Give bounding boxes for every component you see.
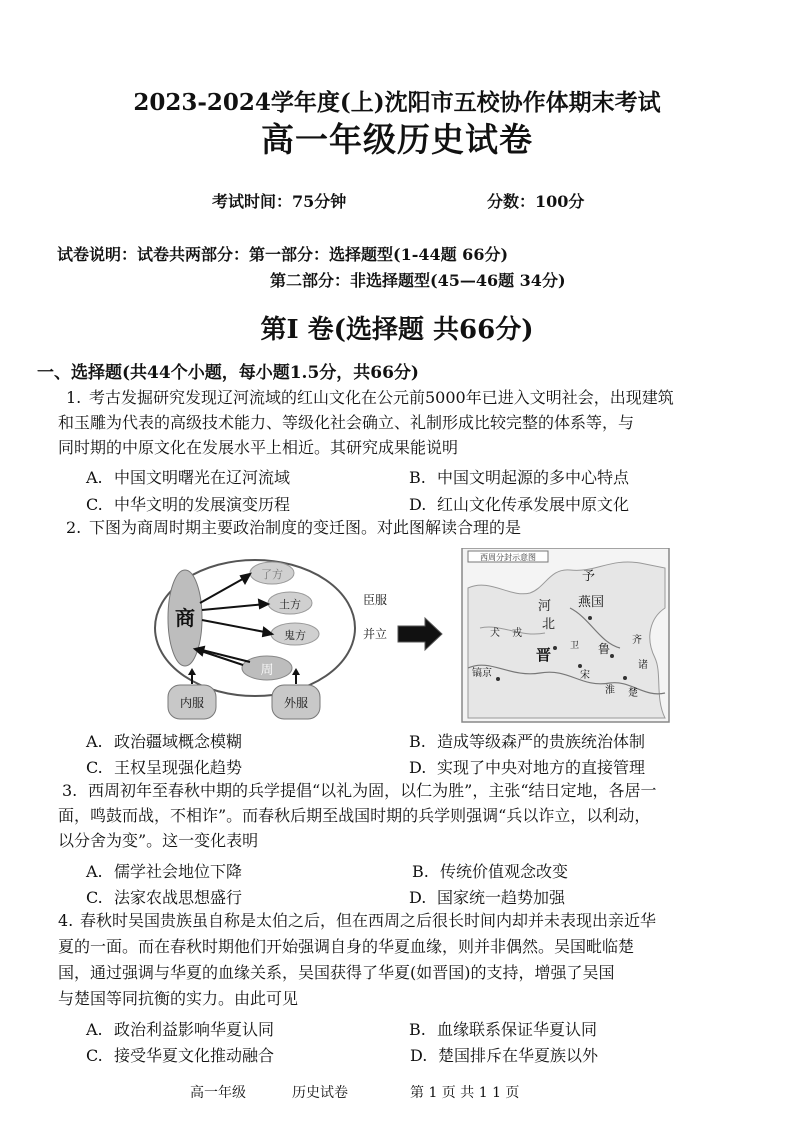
footer-page-number: 第 1 页 共 1 1 页 [410, 1085, 520, 1101]
section-title: 一、选择题(共44个小题，每小题1.5分，共66分) [37, 363, 419, 383]
question-3-number: 3. [62, 781, 78, 800]
question-1-option-a: A. 中国文明曙光在辽河流域 [86, 468, 291, 487]
question-1-number: 1. [66, 388, 82, 407]
map-label-qi: 齐 [632, 635, 642, 646]
question-4-option-c: C. 接受华夏文化推动融合 [86, 1046, 275, 1065]
big-right-arrow-icon [398, 618, 442, 650]
shang-label: 商 [175, 606, 195, 630]
map-label-lu: 鲁 [598, 642, 611, 656]
question-1-option-d: D. 红山文化传承发展中原文化 [409, 495, 630, 514]
map-label-yan: 燕国 [578, 595, 605, 610]
map-label-huai: 淮 [605, 685, 615, 696]
question-4-line2: 夏的一面。而在春秋时期他们开始强调自身的华夏血缘，则并非偶然。吴国毗临楚 [58, 937, 635, 956]
question-2-number: 2. [66, 518, 82, 537]
question-4-option-b: B. 血缘联系保证华夏认同 [409, 1020, 598, 1039]
paper-description-line2: 第二部分：非选择题型(45—46题 34分) [270, 271, 566, 290]
question-3-option-d: D. 国家统一趋势加强 [409, 888, 566, 907]
map-label-yu: 予 [582, 569, 596, 584]
paper-description-line1: 试卷说明：试卷共两部分：第一部分：选择题型(1-44题 66分) [57, 245, 509, 264]
map-label-quan: 犬 [490, 628, 500, 639]
question-2-line1: 下图为商周时期主要政治制度的变迁图。对此图解读合理的是 [89, 518, 522, 537]
map-label-rong: 戎 [512, 628, 522, 639]
map-label-song: 宋 [580, 670, 590, 681]
map-label-zhu: 诸 [638, 660, 648, 671]
question-4-option-a: A. 政治利益影响华夏认同 [86, 1020, 275, 1039]
western-zhou-map [462, 548, 669, 722]
map-label-chu: 楚 [628, 688, 638, 699]
map-label-haojing: 镐京 [472, 668, 492, 679]
tu-fang-label: 土方 [279, 598, 301, 611]
exam-title: 2023-2024学年度(上)沈阳市五校协作体期末考试 [133, 89, 661, 116]
paper-title: 高一年级历史试卷 [261, 120, 533, 159]
map-label-wei: 卫 [570, 641, 580, 651]
shang-zhou-political-system-diagram [150, 548, 672, 724]
question-4-line4: 与楚国等同抗衡的实力。由此可见 [58, 989, 299, 1008]
inner-service-label: 内服 [179, 696, 205, 710]
gui-fang-label: 鬼方 [284, 629, 306, 642]
footer-subject: 历史试卷 [292, 1085, 348, 1101]
question-3-line1: 西周初年至春秋中期的兵学提倡“以礼为固，以仁为胜”，主张“结日定地，各居一 [88, 781, 657, 800]
part-title: 第I 卷(选择题 共66分) [260, 315, 534, 345]
relation-submit-label: 臣服 [362, 593, 388, 607]
question-3-line2: 面，鸣鼓而战，不相诈”。而春秋后期至战国时期的兵学则强调“兵以诈立，以利动， [58, 806, 651, 825]
map-label-bei: 北 [542, 617, 556, 632]
relation-coexist-label: 并立 [362, 627, 388, 641]
question-1-option-c: C. 中华文明的发展演变历程 [86, 495, 291, 514]
zhou-label: 周 [260, 663, 274, 678]
footer-grade: 高一年级 [190, 1085, 246, 1101]
question-3-option-c: C. 法家农战思想盛行 [86, 888, 243, 907]
outer-service-label: 外服 [283, 696, 309, 710]
question-2-option-c: C. 王权呈现强化趋势 [86, 758, 243, 777]
question-1-line3: 同时期的中原文化在发展水平上相近。其研究成果能说明 [58, 438, 459, 457]
map-title: 西周分封示意图 [480, 553, 536, 562]
question-3-option-a: A. 儒学社会地位下降 [86, 862, 243, 881]
exam-score: 分数：100分 [487, 192, 585, 211]
map-label-he: 河 [538, 599, 552, 614]
question-4-line1: 春秋时吴国贵族虽自称是太伯之后，但在西周之后很长时间内却并未表现出亲近华 [80, 911, 657, 930]
question-4-number: 4. [58, 911, 74, 930]
question-1-option-b: B. 中国文明起源的多中心特点 [409, 468, 630, 487]
question-3-line3: 以分舍为变”。这一变化表明 [58, 831, 259, 850]
question-1-line1: 考古发掘研究发现辽河流域的红山文化在公元前5000年已进入文明社会，出现建筑 [89, 388, 674, 407]
liao-fang-label: 了方 [261, 568, 283, 581]
question-4-line3: 国，通过强调与华夏的血缘关系，吴国获得了华夏(如晋国)的支持，增强了吴国 [58, 963, 615, 982]
question-2-option-a: A. 政治疆域概念模糊 [86, 732, 243, 751]
exam-time: 考试时间：75分钟 [212, 192, 347, 211]
question-1-line2: 和玉雕为代表的高级技术能力、等级化社会确立、礼制形成比较完整的体系等，与 [58, 413, 635, 432]
question-3-option-b: B. 传统价值观念改变 [412, 862, 569, 881]
question-4-option-d: D. 楚国排斥在华夏族以外 [410, 1046, 599, 1065]
map-label-jin: 晋 [536, 646, 552, 664]
question-2-option-b: B. 造成等级森严的贵族统治体制 [409, 732, 646, 751]
question-2-option-d: D. 实现了中央对地方的直接管理 [409, 758, 646, 777]
